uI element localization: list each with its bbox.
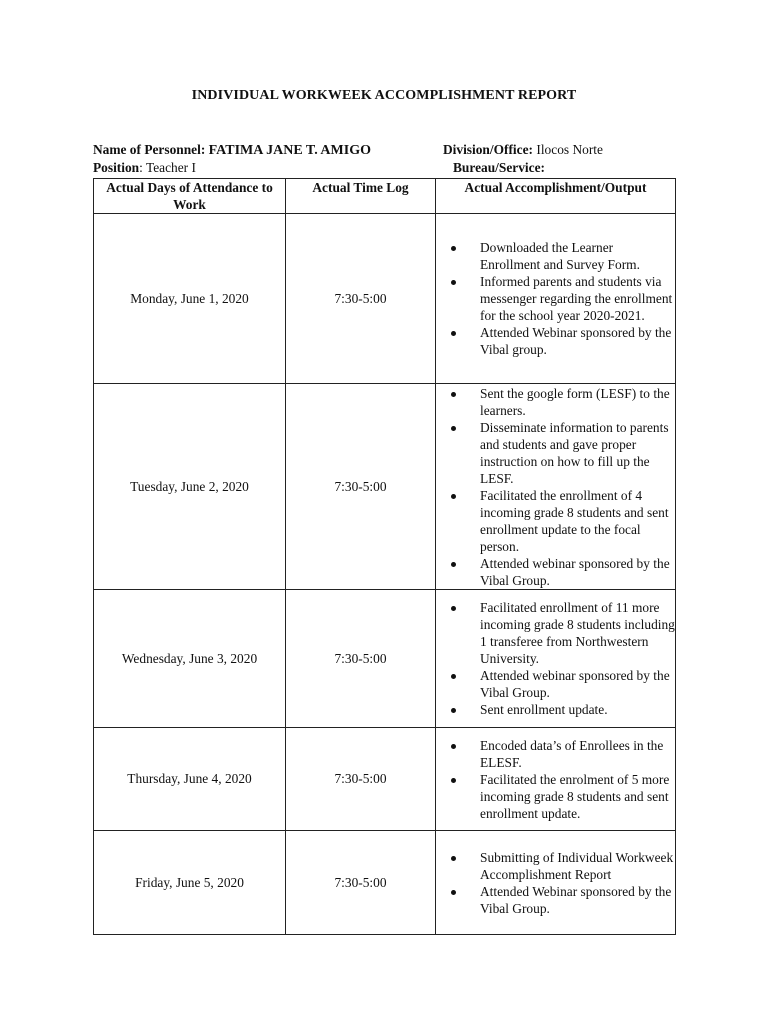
day-cell: Wednesday, June 3, 2020 <box>94 590 286 728</box>
table-row <box>94 214 676 384</box>
list-item: Attended Webinar sponsored by the Vibal group. <box>436 324 675 358</box>
accomplishment-table <box>93 178 676 935</box>
table-row <box>94 384 676 590</box>
position-value: : Teacher I <box>139 160 196 175</box>
time-cell: 7:30-5:00 <box>286 214 436 384</box>
header-accomplishment: Actual Accomplishment/Output <box>436 179 676 214</box>
list-item: Sent enrollment update. <box>436 701 675 718</box>
name-value: FATIMA JANE T. AMIGO <box>208 143 371 158</box>
table-header-row <box>94 179 676 214</box>
name-label: Name of Personnel: <box>93 142 206 157</box>
personnel-info-row <box>93 142 693 159</box>
accomplishment-cell <box>436 831 676 935</box>
bureau-label: Bureau/Service: <box>453 160 545 175</box>
accomplishment-cell <box>436 590 676 728</box>
list-item: Attended webinar sponsored by the Vibal Group. <box>436 555 675 589</box>
day-cell: Thursday, June 4, 2020 <box>94 728 286 831</box>
list-item: Downloaded the Learner Enrollment and Survey Form. <box>436 239 675 273</box>
day-cell: Monday, June 1, 2020 <box>94 214 286 384</box>
time-cell: 7:30-5:00 <box>286 728 436 831</box>
report-title: INDIVIDUAL WORKWEEK ACCOMPLISHMENT REPORT <box>191 88 577 103</box>
list-item: Attended Webinar sponsored by the Vibal Group. <box>436 883 675 917</box>
list-item: Facilitated the enrolment of 5 more incoming grade 8 students and sent enrollment update. <box>436 771 675 822</box>
day-cell: Tuesday, June 2, 2020 <box>94 384 286 590</box>
position-info-row <box>93 160 693 176</box>
header-time-log: Actual Time Log <box>286 179 436 214</box>
table-row <box>94 831 676 935</box>
list-item: Sent the google form (LESF) to the learners. <box>436 385 675 419</box>
list-item: Facilitated enrollment of 11 more incoming grade 8 students including 1 transferee from Northwestern University. <box>436 599 675 667</box>
list-item: Encoded data’s of Enrollees in the ELESF. <box>436 737 675 771</box>
division-group <box>443 142 603 158</box>
day-cell: Friday, June 5, 2020 <box>94 831 286 935</box>
time-cell: 7:30-5:00 <box>286 384 436 590</box>
time-cell: 7:30-5:00 <box>286 590 436 728</box>
table-row <box>94 728 676 831</box>
header-days: Actual Days of Attendance to Work <box>94 179 286 214</box>
table-row <box>94 590 676 728</box>
accomplishment-cell <box>436 214 676 384</box>
list-item: Informed parents and students via messenger regarding the enrollment for the school year 2020-2021. <box>436 273 675 324</box>
accomplishment-cell <box>436 728 676 831</box>
list-item: Submitting of Individual Workweek Accomplishment Report <box>436 849 675 883</box>
list-item: Facilitated the enrollment of 4 incoming grade 8 students and sent enrollment update to the focal person. <box>436 487 675 555</box>
accomplishment-cell <box>436 384 676 590</box>
list-item: Disseminate information to parents and students and gave proper instruction on how to fill up the LESF. <box>436 419 675 487</box>
time-cell: 7:30-5:00 <box>286 831 436 935</box>
division-value: Ilocos Norte <box>536 142 603 157</box>
list-item: Attended webinar sponsored by the Vibal Group. <box>436 667 675 701</box>
division-label: Division/Office: <box>443 142 534 157</box>
position-label: Position <box>93 160 140 175</box>
